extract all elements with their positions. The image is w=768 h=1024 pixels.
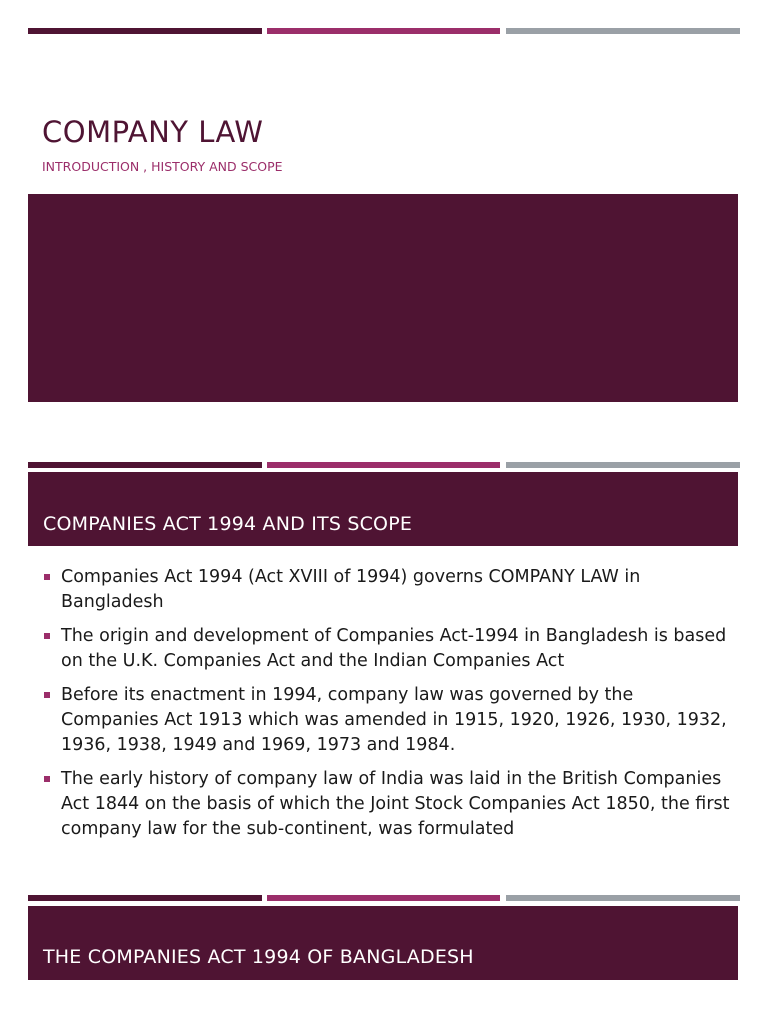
stripe-magenta bbox=[267, 895, 500, 901]
slide2-heading-block bbox=[28, 472, 738, 546]
slide1-subtitle: INTRODUCTION , HISTORY AND SCOPE bbox=[42, 159, 283, 174]
bullet-text: Companies Act 1994 (Act XVIII of 1994) governs COMPANY LAW in Bangladesh bbox=[61, 567, 641, 612]
stripe-gray bbox=[506, 28, 740, 34]
slide1-top-stripes bbox=[28, 28, 740, 34]
slide3-heading-block bbox=[28, 906, 738, 980]
square-bullet-icon bbox=[44, 574, 50, 580]
stripe-plum bbox=[28, 895, 262, 901]
bullet-item bbox=[43, 683, 733, 758]
stripe-gray bbox=[506, 895, 740, 901]
slide3-top-stripes bbox=[28, 895, 740, 901]
stripe-magenta bbox=[267, 462, 500, 468]
square-bullet-icon bbox=[44, 692, 50, 698]
bullet-item bbox=[43, 624, 733, 674]
stripe-plum bbox=[28, 28, 262, 34]
slide2-heading: COMPANIES ACT 1994 AND ITS SCOPE bbox=[43, 513, 413, 535]
slide1-title: COMPANY LAW bbox=[42, 115, 264, 149]
slide2-bullet-list bbox=[43, 565, 733, 851]
bullet-text: Before its enactment in 1994, company law was governed by the Companies Act 1913 which was amended in 1915, 1920, 1926, 1930, 1932, 1936, 1938, 1949 and 1969, 1973 and 1984. bbox=[61, 685, 727, 755]
bullet-item bbox=[43, 767, 733, 842]
slide3-heading: THE COMPANIES ACT 1994 OF BANGLADESH bbox=[43, 946, 474, 968]
square-bullet-icon bbox=[44, 776, 50, 782]
square-bullet-icon bbox=[44, 633, 50, 639]
slide2-top-stripes bbox=[28, 462, 740, 468]
bullet-text: The origin and development of Companies Act-1994 in Bangladesh is based on the U.K. Companies Act and the Indian Companies Act bbox=[61, 626, 727, 671]
bullet-text: The early history of company law of India was laid in the British Companies Act 1844 on the basis of which the Joint Stock Companies Act 1850, the first company law for the sub-continent, was formulated bbox=[61, 769, 730, 839]
stripe-gray bbox=[506, 462, 740, 468]
stripe-magenta bbox=[267, 28, 500, 34]
slide1-hero-block bbox=[28, 194, 738, 402]
bullet-item bbox=[43, 565, 733, 615]
stripe-plum bbox=[28, 462, 262, 468]
